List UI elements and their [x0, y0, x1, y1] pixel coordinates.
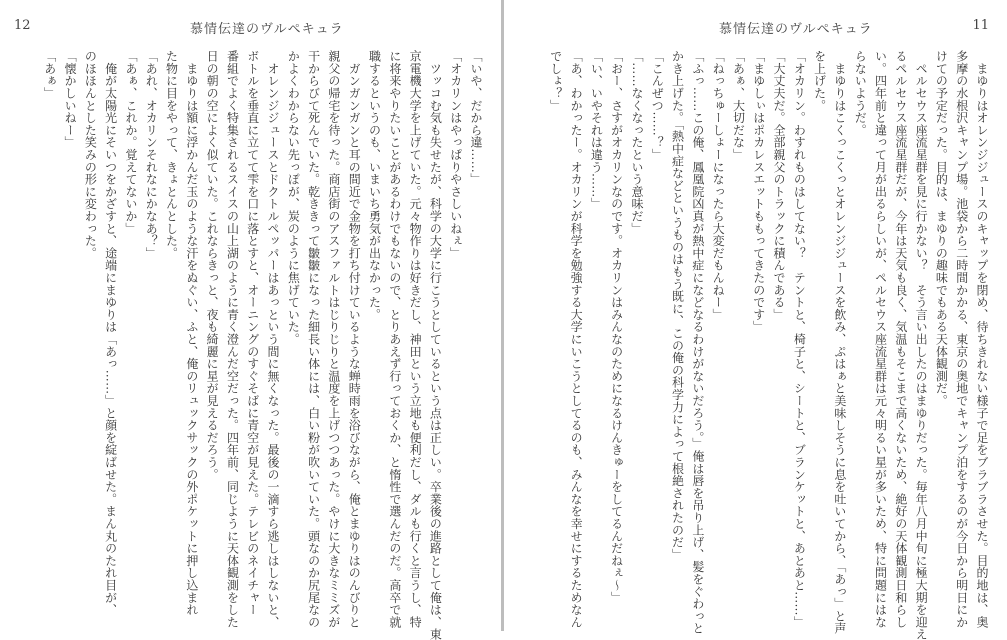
text-line: 日の朝の空によく似ていた。これならきっと、夜も綺麗に星が見えるだろう。 [205, 50, 220, 481]
text-line: でしょ？」 [548, 50, 563, 112]
text-line: 「あぁ、これか。覚えてないか」 [123, 50, 138, 235]
text-line: 「あぁ、大切だな」 [731, 50, 746, 161]
text-line: 「あぁ」 [42, 50, 57, 100]
text-line: を上げた。 [812, 50, 827, 112]
text-line: 京電機大学を上げていた。元々物作りは好きだし、神田という立地も便利だし、ダルも行くと言うし、特 [408, 50, 423, 629]
running-title: 慕情伝達のヴルペキュラ [190, 22, 344, 37]
text-line: 干からびて死んでいた。乾ききって皺皺になった細長い体には、白い粉が吹いていた。頭なのか尻尾なの [306, 50, 321, 629]
text-line: に将来やりたいことがあるわけでもないので、とりあえず行っておくか、と惰性で選んだのだ。高卒で就 [387, 50, 402, 629]
text-line: 職するというのも、いまいち勇気が出なかった。 [367, 50, 382, 321]
text-line: 「い、いやそれは違う……」 [589, 50, 604, 210]
text-line: 番組でよく特集されるスイスの山上湖のように青く澄んだ空だった。四年前、同じように天体観測をした [225, 50, 240, 629]
text-line: まゆりはこくっこくっとオレンジジュースを飲み、ぷはぁと美味しそうに息を吐いてから、「あっ」と声 [832, 50, 847, 635]
text-line: まゆりは額に浮かんだ玉のような汗をぬぐい、ふと、俺のリュックサックの外ポケットに押し込まれ [184, 50, 199, 616]
page-body [36, 50, 486, 640]
text-line: 多摩の水根沢キャンプ場。池袋から二時間かかる、東京の奥地でキャンプ泊をするのが今日から明日にか [954, 50, 969, 629]
text-line: かよくわからない先っぽが、炭のように焦げていた。 [286, 50, 301, 346]
text-line: 「オカリンはやっぱりやさしいねぇ」 [448, 50, 463, 260]
text-line: オレンジジュースとドクトルペッパーはあっという間に無くなった。最後の一滴すら逃しはしないと、 [266, 50, 281, 629]
text-line: 「ねっちゅーしょーになったら大変だもんねー」 [711, 50, 726, 321]
running-title: 慕情伝達のヴルペキュラ [719, 22, 873, 37]
page-number: 11 [972, 18, 989, 33]
text-line: ボトルを垂直に立てて雫を口に落とすと、オーニングのすぐそばに青空が見えた。テレビのネイチャー [245, 50, 260, 616]
text-line: るペルセウス座流星群だが、今年は天気も良く、気温もそこまで高くないため、絶好の天体観測日和らし [893, 50, 908, 629]
text-line: 「懐かしいねー」 [63, 50, 78, 149]
text-line: 「あ、わかったー。オカリンが科学を勉強する大学にいこうとしてるのも、みんなを幸せにするためなん [569, 50, 584, 629]
text-line: 親父の帰宅を待った。商店街のアスファルトはじりじりと温度を上げつつあった。やけに大きなミミズが [326, 50, 341, 629]
text-line: けての予定だった。目的は、まゆりの趣味でもある天体観測だ。 [934, 50, 949, 407]
text-line: 「……なくなったという意味だ」 [629, 50, 644, 235]
text-line: のほほんとした笑みの形に変わった。 [83, 50, 98, 260]
text-line: 「オカリン。わすれものはしてない？ テントと、椅子と、シートと、ブランケットと、あとあと……」 [792, 50, 807, 629]
text-line: い。四年前と違って月が出るらしいが、ペルセウス座流星群は元々明るい星が多いため、特に問題にはな [873, 50, 888, 629]
text-line: らないようだ。 [853, 50, 868, 137]
text-line: ツッコむ気も失せたが、科学の大学に行こうとしているという点は正しい。卒業後の進路として俺は、東 [428, 50, 443, 640]
page-body [542, 50, 992, 640]
text-line: 俺が太陽光にそいつをかざすと、途端にまゆりは「あっ……」と顔を綻ばせた。まん丸のたれ目が、 [103, 50, 118, 616]
text-line: 「あれ、オカリンそれなにかなあ？」 [144, 50, 159, 260]
text-line: 「ふっ……この俺、鳳凰院凶真が熱中症になどなるわけがないだろう。」俺は唇を吊り上げ、髪をぐわっと [690, 50, 705, 635]
text-line: 「大丈夫だ。全部親父のトラックに積んである」 [772, 50, 787, 321]
text-line: かき上げた。「熱中症などというものはもう既に、この俺の科学力によって根絶されたのだ」 [670, 50, 685, 561]
text-line: た物に目をやって、きょとんとした。 [164, 50, 179, 260]
right-page [504, 0, 1007, 640]
text-line: まゆりはオレンジジュースのキャップを閉め、待ちきれない様子で足をブラブラさせた。目的地は、奥 [975, 50, 989, 629]
page-number: 12 [14, 18, 31, 33]
text-line: 「こんぜつ……？」 [650, 50, 665, 161]
text-line: 「いや、だから違……」 [469, 50, 483, 186]
left-page [0, 0, 501, 640]
text-line: 「まゆしぃはポカレスエットももってきたのです」 [751, 50, 766, 333]
text-line: ペルセウス座流星群を見に行かない？ そう言い出したのはまゆりだった。毎年八月中旬に極大期を迎え [914, 50, 929, 640]
text-line: ガンガンガンと耳の間近で金物を打ち付けているような蝉時雨を浴びながら、俺とまゆりはのんびりと [347, 50, 362, 629]
text-line: 「おー、さすがオカリンなのです。オカリンはみんなのためになるけんきゅーをしてるんだねぇ～」 [609, 50, 624, 604]
